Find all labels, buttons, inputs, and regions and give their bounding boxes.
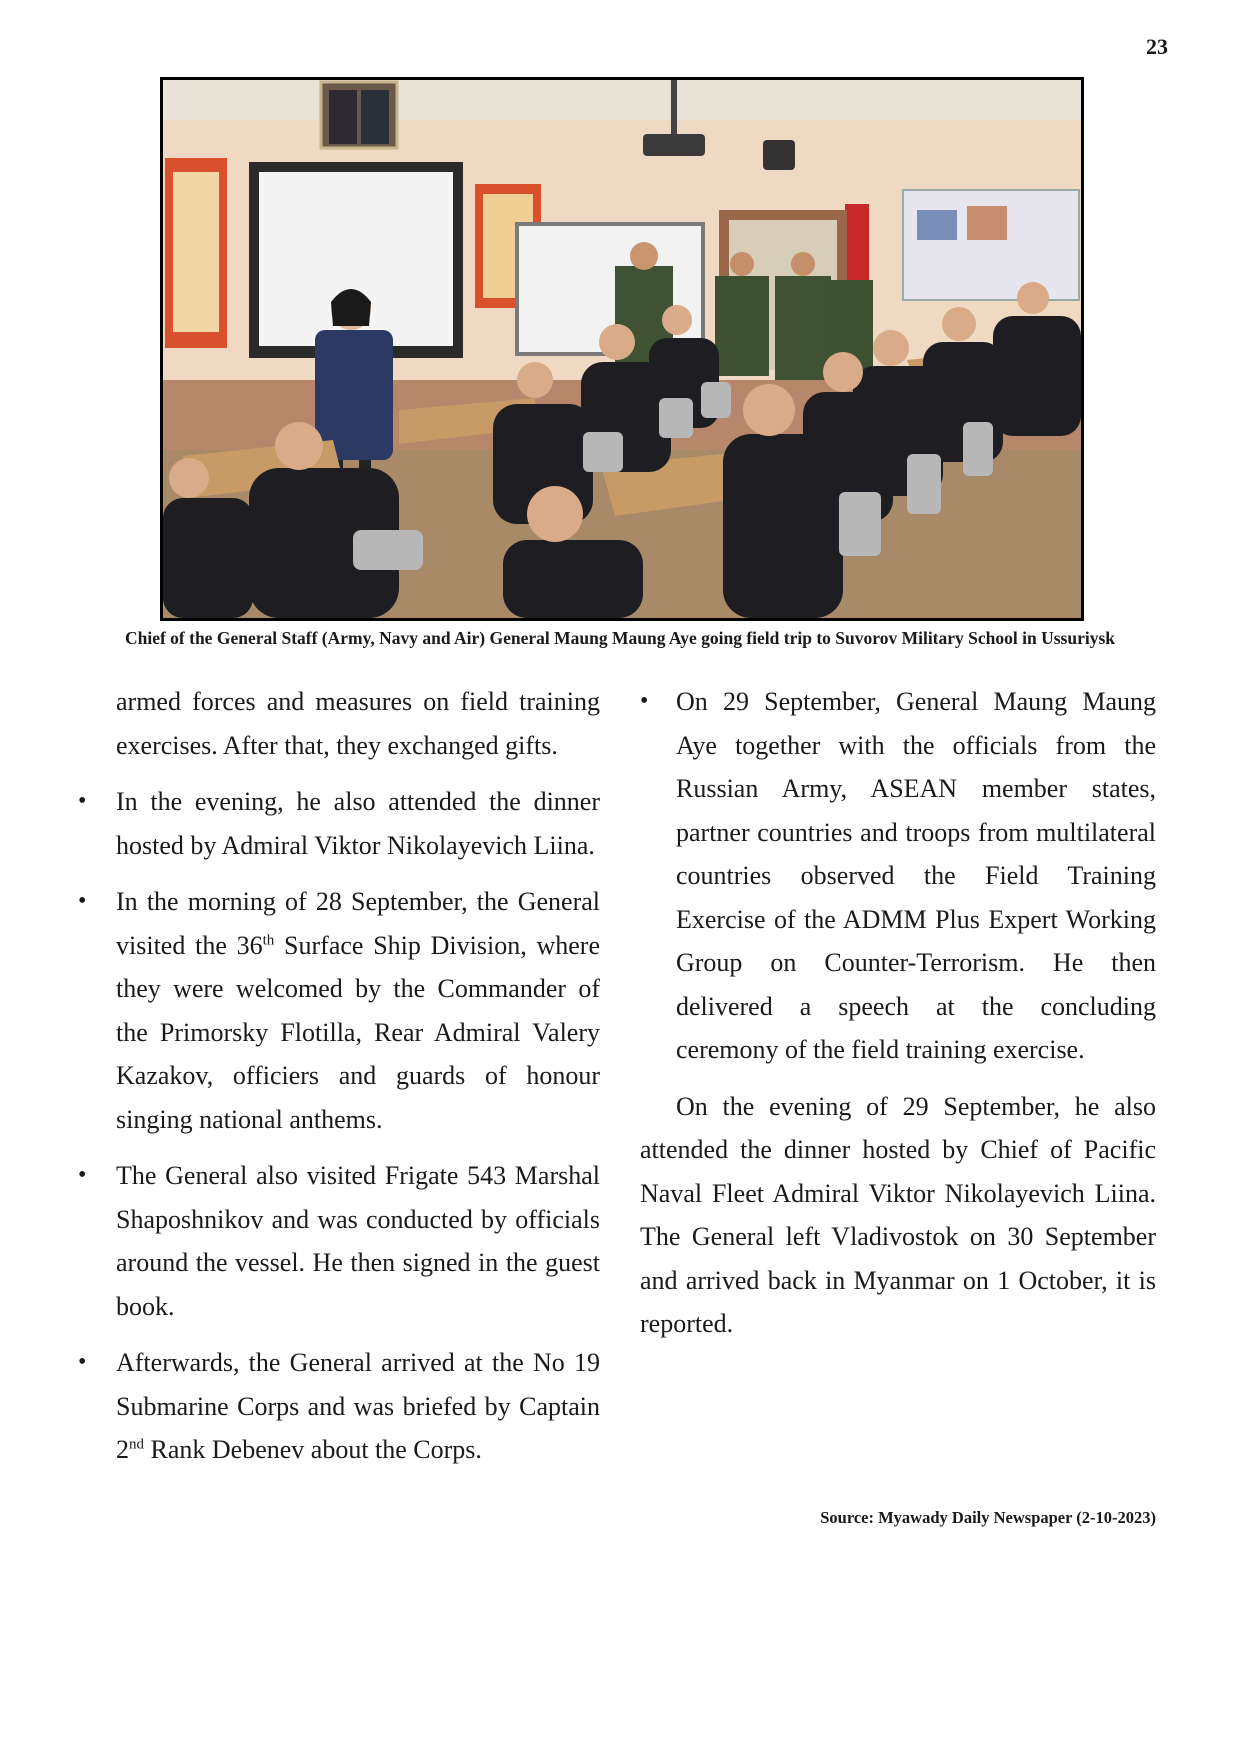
bullet-submarine-corps <box>116 1341 600 1472</box>
classroom-photo-illustration <box>163 80 1081 618</box>
bullet-field-training-exercise <box>640 680 1156 1072</box>
ordinal-suffix: th <box>262 931 275 948</box>
bullet-text-before: In the morning of 28 September, the General visited the 36 <box>116 887 600 960</box>
bullet-text: The General also visited Frigate 543 Marshal Shaposhnikov and was conducted by officials around the vessel. He then signed in the guest book. <box>116 1161 600 1321</box>
right-column <box>640 680 1156 1359</box>
bullet-text-after: Rank Debenev about the Corps. <box>144 1435 482 1464</box>
page-number: 23 <box>1146 34 1168 59</box>
right-bullet-list <box>640 680 1156 1072</box>
bullet-text-after: Surface Ship Division, where they were welcomed by the Commander of the Primorsky Flotilla, Rear Admiral Valery Kazakov, officiers and guards of honour singing national anthems. <box>116 930 600 1134</box>
bullet-frigate-visit <box>116 1154 600 1328</box>
bullet-dinner-admiral <box>116 780 600 867</box>
source-credit: Source: Myawady Daily Newspaper (2-10-2023) <box>820 1508 1156 1527</box>
bullet-text: On 29 September, General Maung Maung Aye together with the officials from the Russian Army, ASEAN member states, partner countries and troops from multilateral countries observed the Field Training Exercise of the ADMM Plus Expert Working Group on Counter-Terrorism. He then delivered a speech at the concluding ceremony of the field training exercise. <box>676 687 1156 1064</box>
left-bullet-list <box>116 780 600 1472</box>
left-column <box>116 680 600 1485</box>
bullet-text-before: Afterwards, the General arrived at the No 19 Submarine Corps and was briefed by Captain 2 <box>116 1348 600 1464</box>
bullet-text: In the evening, he also attended the dinner hosted by Admiral Viktor Nikolayevich Liina. <box>116 787 600 860</box>
continuation-paragraph: armed forces and measures on field training exercises. After that, they exchanged gifts. <box>116 687 600 760</box>
classroom-photo <box>160 77 1084 621</box>
closing-paragraph: On the evening of 29 September, he also attended the dinner hosted by Chief of Pacific Naval Fleet Admiral Viktor Nikolayevich Liina. The General left Vladivostok on 30 September and arrived back in Myanmar on 1 October, it is reported. <box>640 1091 1156 1338</box>
photo-caption: Chief of the General Staff (Army, Navy and Air) General Maung Maung Aye going field trip to Suvorov Military School in Ussuriysk <box>124 628 1116 648</box>
bullet-surface-ship-division <box>116 880 600 1141</box>
ordinal-suffix: nd <box>129 1436 144 1453</box>
